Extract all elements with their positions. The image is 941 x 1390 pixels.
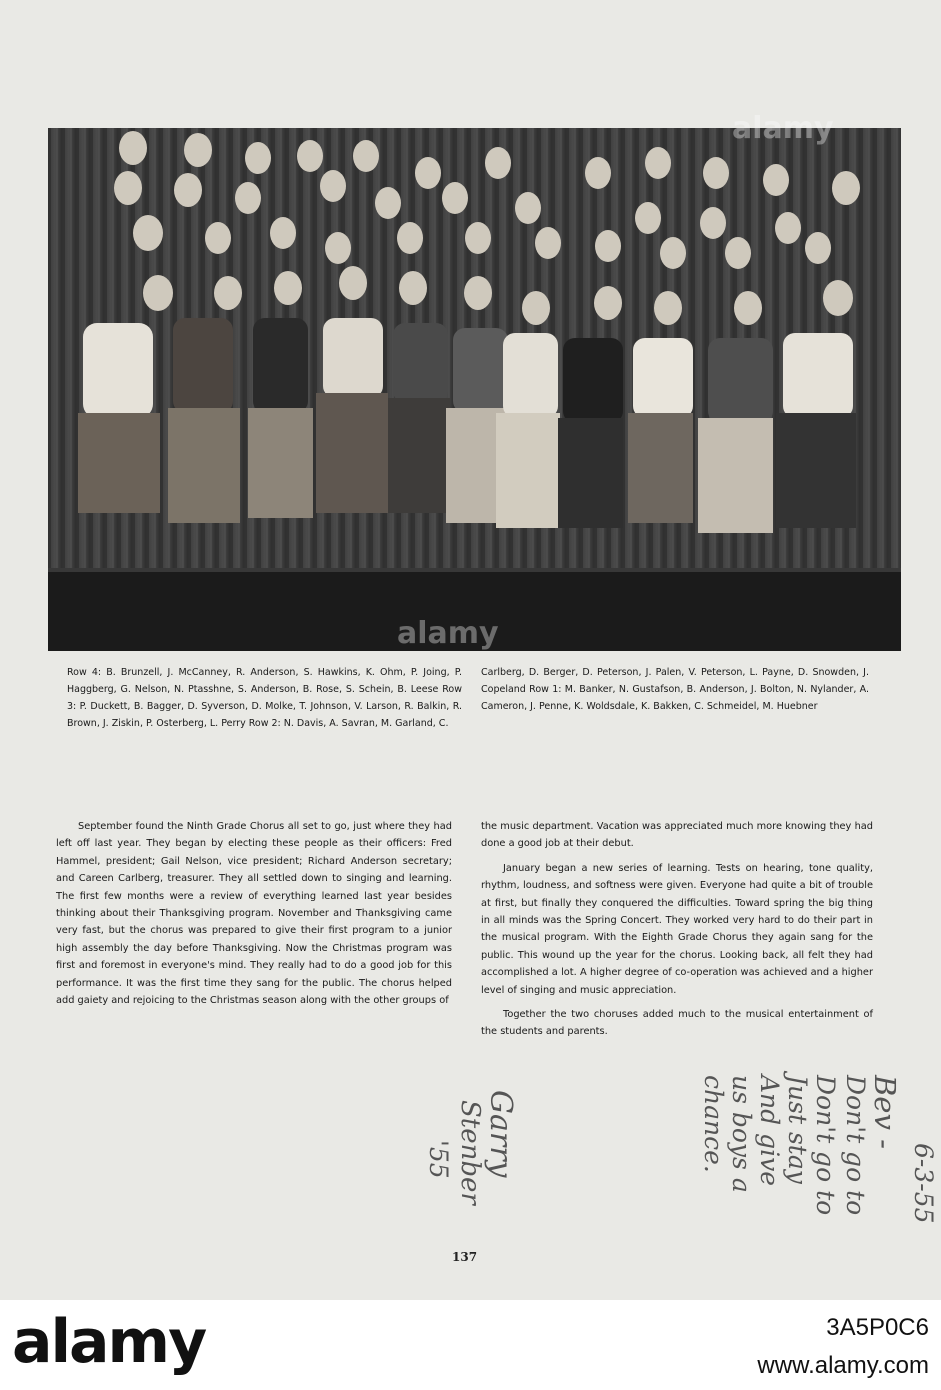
chorus-photo-illustration	[48, 128, 901, 651]
handwritten-note-line: chance.	[699, 1075, 728, 1173]
handwritten-date: 6-3-55	[909, 1143, 938, 1224]
svg-text:alamy: alamy	[732, 111, 834, 146]
chorus-front-row	[78, 318, 856, 533]
handwritten-note-line: And give	[755, 1075, 784, 1187]
svg-text:alamy: alamy	[397, 616, 499, 651]
site-url[interactable]: www.alamy.com	[757, 1352, 929, 1379]
article-column-right	[481, 818, 873, 1048]
article-paragraph: January began a new series of learning. Tests on hearing, tone quality, rhythm, loudness, and softness were given. Everyone had quite a bit of trouble at first, but finally they conquered the difficulties. Toward spring the big thing in all minds was the Spring Concert. They worked very hard to do their part in the musical program. With the Eighth Grade Chorus they again sang for the public. This wound up the year for the chorus. Looking back, all felt they had accomplished a lot. A higher degree of co-operation was achieved and a higher level of singing and music appreciation.	[481, 862, 873, 996]
handwritten-note-line: Don't go to	[841, 1075, 870, 1216]
handwritten-note-line: Bev -	[868, 1075, 902, 1149]
article-paragraph: September found the Ninth Grade Chorus all set to go, just where they had left off last year. They began by electing these people as their officers: Fred Hammel, president; Gail Nelson, vice president; Richard Anderson secretary; and Careen Carlberg, treasurer. They all settled down to singing and learning. The first few months were a review of everything learned last year besides thinking about their Thanksgiving program. November and Thanksgiving came very fast, but the chorus was prepared to give their first program to a junior high assembly the day before Thanksgiving. Now the Christmas program was first and foremost in everyone's mind. They really had to do a good job for this performance. It was the first time they sang for the public. The chorus helped add gaiety and rejoicing to the Christmas season along with the other groups of	[56, 821, 452, 1007]
handwritten-note-line: us boys a	[727, 1075, 756, 1193]
chorus-photo	[48, 128, 901, 651]
photo-caption-left: Row 4: B. Brunzell, J. McCanney, R. Anderson, S. Hawkins, K. Ohm, P. Joing, P. Haggberg, G. Nelson, N. Ptasshne, S. Anderson, B. Rose, S. Schein, B. Leese Row 3: P. Duckett, B. Bagger, D. Syverson, D. Molke, T. Johnson, V. Larson, R. Balkin, R. Brown, J. Ziskin, P. Osterberg, L. Perry Row 2: N. Davis, A. Savran, M. Garland, C.	[67, 667, 462, 729]
handwritten-note-line: Don't go to	[811, 1075, 840, 1216]
stock-footer	[0, 1300, 941, 1390]
alamy-logo: alamy	[12, 1307, 206, 1377]
handwritten-note-line: Just stay	[783, 1075, 812, 1184]
image-id: 3A5P0C6	[826, 1314, 929, 1341]
article-paragraph: the music department. Vacation was appreciated much more knowing they had done a good job at their debut.	[481, 821, 873, 850]
article-column-left	[56, 818, 452, 1016]
photo-caption-right: Carlberg, D. Berger, D. Peterson, J. Palen, V. Peterson, L. Payne, D. Snowden, J. Copeland Row 1: M. Banker, N. Gustafson, B. Anderson, J. Bolton, N. Nylander, A. Cameron, J. Penne, K. Woldsdale, K. Bakken, C. Schmeidel, M. Huebner	[481, 667, 869, 712]
page-number: 137	[452, 1250, 478, 1264]
watermark-logo	[395, 615, 545, 651]
watermark-logo	[730, 110, 880, 146]
handwritten-signature: Garry	[483, 1090, 518, 1178]
handwritten-signature-year: '55	[424, 1140, 453, 1179]
handwritten-signature: Stenber	[455, 1100, 485, 1205]
article-paragraph: Together the two choruses added much to the musical entertainment of the students and parents.	[481, 1009, 873, 1038]
